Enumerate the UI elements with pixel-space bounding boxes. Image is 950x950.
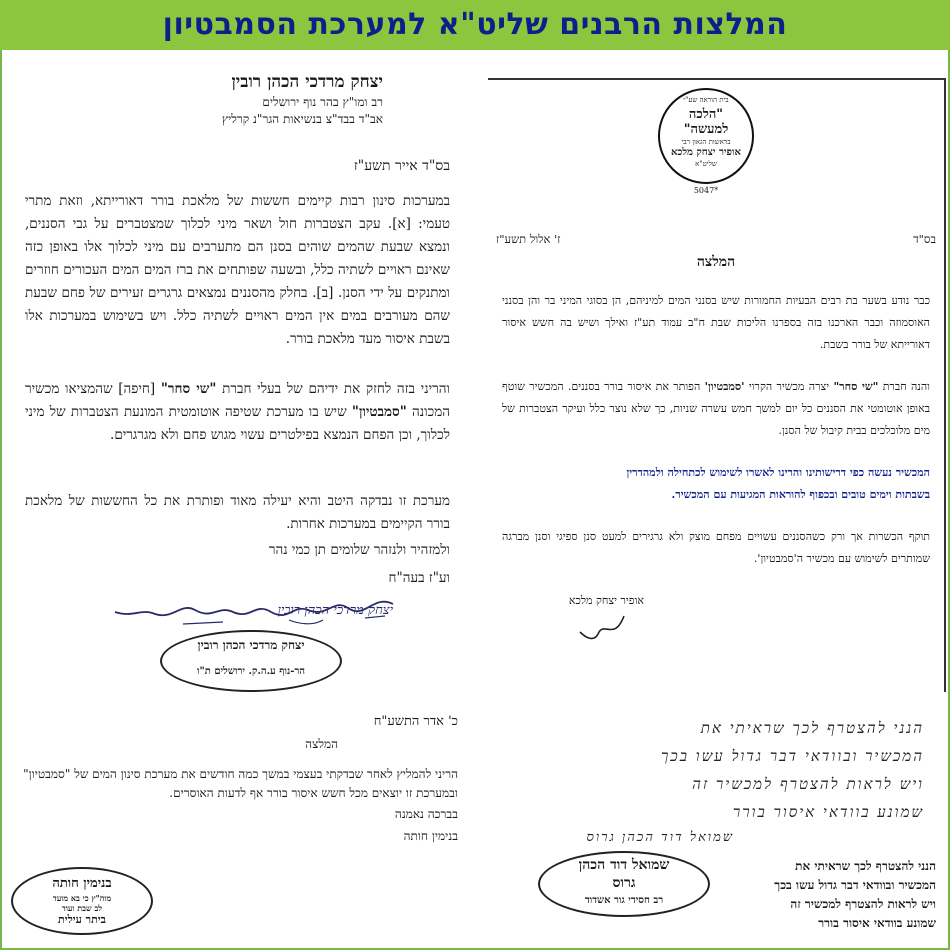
typed-line-1: הנני להצטרף לכך שראיתי את <box>795 859 936 873</box>
binyamin-stamp <box>11 867 153 935</box>
approval-line-2: בשבתות וימים טובים ובכפוף להוראות המגיעות עם המכשיר. <box>671 488 930 501</box>
stamp-name: בנימין חותה <box>52 876 112 891</box>
letter-signoff: וע"ז בעה"ח <box>388 570 450 586</box>
letter-paragraph-3: מערכת זו נבדקה היטב והיא יעילה מאוד ופותרת את כל החששות של מלאכת בורר הקיימים במערכות אחרות. <box>25 493 450 532</box>
para-text: והריני בזה לחזק את ידיהם של בעלי חברת <box>216 381 450 397</box>
header-banner <box>0 0 950 50</box>
logo-name: אופיר יצחק מלכא <box>671 147 741 158</box>
company-name: "שי סחר" <box>160 381 217 397</box>
para-text: יצרה מכשיר הקרוי <box>744 380 834 393</box>
rubin-stamp <box>160 630 342 692</box>
halacha-lemaase-logo <box>658 88 754 195</box>
letter-closing: ולמזהיר ולנזהר שלומים תן כמי נהר <box>268 542 450 558</box>
typed-line-2: המכשיר ובוודאי דבר גדול עשו בכך <box>774 878 936 892</box>
letterhead-title-2: אב"ד בבד"צ בנשיאות הגר"נ קרליץ <box>221 112 383 126</box>
handwritten-line-2: המכשיר ובוודאי דבר גדול עשו בכך <box>661 747 924 765</box>
signature-drawing <box>574 612 634 646</box>
stamp-line-2: מוה"ץ כי בא מועד <box>52 893 112 903</box>
letter-date: בס"ד אייר תשע"ז <box>353 158 450 174</box>
stamp-name: יצחק מרדכי הכהן רובין <box>197 638 305 652</box>
letter-paragraph-4: תוקף הכשרות אך ורק כשהסננים עשויים מפחם מוצק ולא גרגירים למעט סנן ספיגי וסנן מברגה שמותרים לשימוש עם מכשיר ה'סמבטיון'. <box>502 530 930 565</box>
letterhead-name: יצחק מרדכי הכהן רובין <box>231 72 383 92</box>
logo-sub: שליט"א <box>695 160 717 168</box>
para-text: שיש בו מערכת שטיפה אוטומטית המונעת הצטברות של מיני לכלוך, וכן הפחם הנמצא בפילטרים עשוי מגוש פחם ולא מגרגרים. <box>25 404 450 443</box>
letter-bsd: בס"ד <box>913 232 936 246</box>
letter-rabbi-rubin <box>0 50 478 690</box>
signer-name: בנימין חותה <box>403 829 458 843</box>
letter-paragraph <box>18 765 458 803</box>
signer-name: אופיר יצחק מלכא <box>568 594 644 607</box>
letter-heading: המלצה <box>305 737 338 751</box>
handwritten-signature <box>103 590 403 630</box>
logo-title-1: "הלכה <box>688 107 724 122</box>
signature-drawing <box>103 590 403 630</box>
page-title: המלצות הרבנים שליט"א למערכת הסמבטיון <box>162 7 788 42</box>
logo-top: בית הוראה שע"י <box>683 96 729 104</box>
letter-rabbi-gross <box>488 705 944 945</box>
stamp-location: הר-נוף ע.ה.ק. ירושלים ת"ו <box>196 666 306 677</box>
logo-line-3: בראשות הגאון רבי <box>681 138 731 146</box>
product-name: "סמבטיון" <box>351 404 407 420</box>
para-text: [חיפה] שהמציאו מכשיר המכונה <box>25 381 450 420</box>
stamp-position: רב חסידי גור אשדוד <box>584 895 664 906</box>
approval-line-1: המכשיר נעשה כפי דרישותינו והרינו לאשרו לשימוש לכתחילה ולמהדרין <box>626 466 930 479</box>
letterhead-title-1: רב ומו"ץ בהר נוף ירושלים <box>262 95 383 109</box>
handwritten-line-3: ויש לראות להצטרף למכשיר זה <box>692 775 924 793</box>
logo-number: 5047* <box>693 186 719 195</box>
letter-heading: המלצה <box>696 254 736 270</box>
stamp-line-4: ביתר עילית <box>58 913 106 926</box>
letter-paragraph-1: כבר נודע בשער בת רבים הבעיות החמורות שיש בסנני המים למיניהם, הן בסוגי המיני בר והן בסנני האוסמוזה וכבר הארכנו בזה בספרנו הליכות שבת ח"ב עמוד תע"ז ואילך ושיש בה חשש איסור דאורייתא של בורר בשבת. <box>502 294 930 351</box>
letter-blessing: בברכה נאמנה <box>394 807 458 821</box>
company-name: "שי סחר" <box>833 380 879 393</box>
letter-date: כ' אדר התשע"ח <box>373 714 458 729</box>
logo-title-2: למעשה" <box>683 122 729 137</box>
handwritten-line-1: הנני להצטרף לכך שראיתי את <box>700 719 924 737</box>
handwritten-signature: שמואל דוד הכהן גרוס <box>586 830 734 845</box>
handwritten-signature <box>574 612 634 646</box>
gross-stamp <box>538 851 710 917</box>
para-line-2: ובמערכת זו יוצאים מכל חשש איסור בורר אף לדעות האוסרים. <box>169 786 458 800</box>
svg-text:יצחק מרדכי הכהן רובין: יצחק מרדכי הכהן רובין <box>277 603 393 618</box>
letter-paragraph-3 <box>502 462 930 506</box>
letter-paragraph-2 <box>25 378 450 447</box>
typed-line-4: שמונע בוודאי איסור בורר <box>818 916 936 930</box>
para-text: הפותר את איסור בורר בסננים. המכשיר שוטף באופן אוטומטי את הסננים כל יום למשך חמש עשרה שניות, כך שלא נוצר כלל ועיקר הצטברות של מים מלוכלכים בבית קיבול של הסנן. <box>502 380 930 437</box>
letter-binyamin-hota <box>0 705 478 945</box>
stamp-surname: גרוס <box>612 875 636 891</box>
handwritten-line-4: שמונע בוודאי איסור בורר <box>732 803 924 821</box>
letter-paragraph-1: במערכות סינון רבות קיימים חששות של מלאכת בורר דאורייתא, וזאת מתרי טעמי: [א]. עקב הצטברות חול ושאר מיני לכלוך שמצטברים על גבי הסננים, ונמצא שבעת שהמים שוהים בסנן הם מתערבים עם מיני לכלוך אלו באופן כזה שאינם ראויים לשתיה כלל, ובשעה שפותחים את ברז המים המים העכורים חוזרים ומתנקים על ידי הסנן. [ב]. בחלק מהסננים נמצאים גרגרים זעירים של פחם שבעת שהם מעורבים במים אין המים ראויים לשתיה כלל. ויש בשימוש במערכות אלו בשבת איסור מעד מלאכת בורר. <box>25 193 450 347</box>
typed-line-3: ויש לראות להצטרף למכשיר זה <box>790 897 936 911</box>
typed-endorsement <box>686 857 936 933</box>
letter-paragraph-2 <box>502 376 930 442</box>
para-text: והנה חברת <box>878 380 930 393</box>
stamp-name: שמואל דוד הכהן <box>578 857 670 873</box>
letter-halacha-lemaase <box>488 78 946 692</box>
product-name: 'סמבטיון' <box>704 380 745 393</box>
para-line-1: הריני להמליץ לאחר שבדקתי בעצמי במשך כמה חודשים את מערכת סינון המים של "סמבטיון" <box>23 767 458 781</box>
letter-date: ז' אלול תשע"ז <box>496 232 561 246</box>
stamp-line-3: לב שבת ועוד <box>61 903 103 913</box>
